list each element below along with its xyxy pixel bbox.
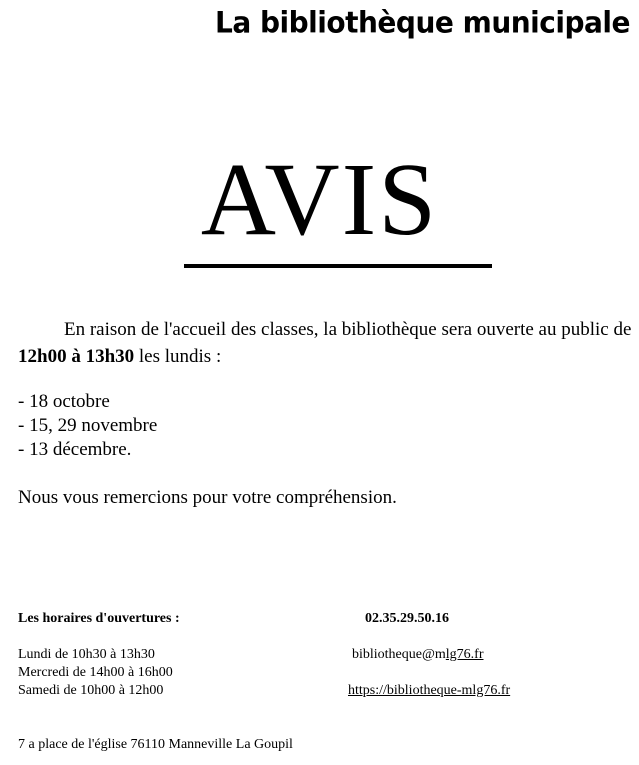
date-list [18, 390, 157, 462]
email-link[interactable] [352, 646, 484, 664]
opening-hours [18, 646, 173, 700]
email-domain: lg76.fr [445, 647, 484, 662]
list-item: - 13 décembre. [18, 439, 132, 460]
heading-underline [184, 264, 492, 268]
email-prefix: bibliotheque@m [352, 647, 446, 662]
address: 7 a place de l'église 76110 Manneville La Goupil [18, 737, 293, 752]
hours-line: Samedi de 10h00 à 12h00 [18, 683, 164, 698]
hours-line: Mercredi de 14h00 à 16h00 [18, 665, 173, 680]
thanks-text: Nous vous remercions pour votre compréhension. [18, 487, 397, 508]
notice-paragraph [18, 316, 633, 370]
library-title: La bibliothèque municipale [215, 5, 630, 40]
website-link[interactable]: https://bibliotheque-mlg76.fr [348, 683, 511, 698]
hours-title: Les horaires d'ouvertures : [18, 611, 180, 626]
hours-line: Lundi de 10h30 à 13h30 [18, 647, 155, 662]
list-item: - 15, 29 novembre [18, 415, 158, 436]
notice-heading: AVIS [200, 142, 439, 257]
paragraph-hours: 12h00 à 13h30 [18, 346, 135, 367]
phone-number: 02.35.29.50.16 [365, 611, 449, 626]
list-item: - 18 octobre [18, 391, 110, 412]
paragraph-start: En raison de l'accueil des classes, la bibliothèque sera ouverte au public de [64, 319, 632, 340]
paragraph-end: les lundis : [134, 346, 222, 367]
